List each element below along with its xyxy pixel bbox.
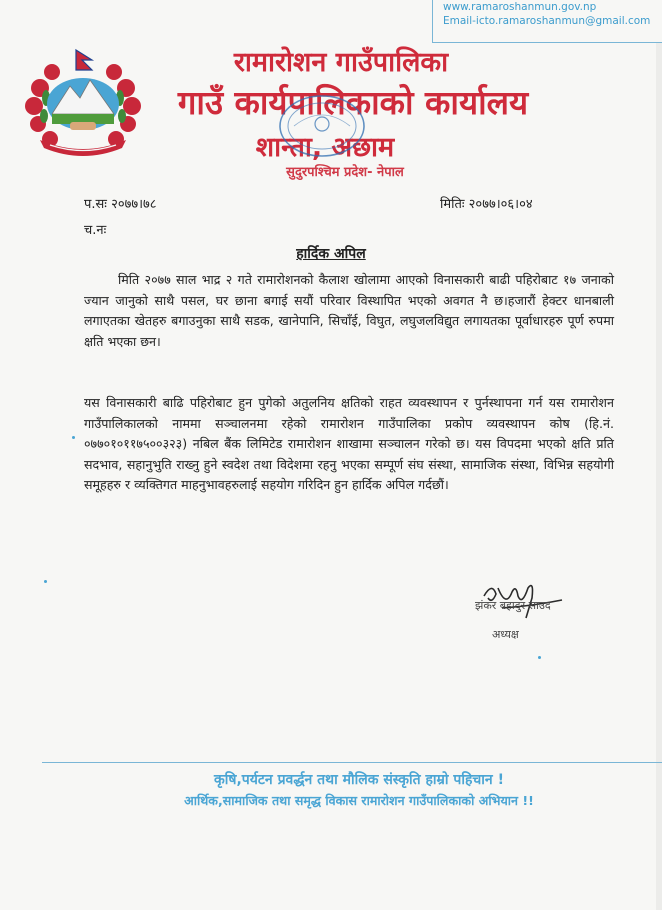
ink-dot bbox=[538, 656, 541, 659]
letter-subject bbox=[0, 244, 662, 263]
province-name: सुदुरपश्चिम प्रदेश- नेपाल bbox=[286, 165, 404, 180]
letter-date: मितिः २०७७।०६।०४ bbox=[440, 197, 533, 212]
website-text: www.ramaroshanmun.gov.np bbox=[443, 1, 597, 13]
signatory-name: झंकर बहादुर साउद bbox=[475, 599, 551, 612]
footer-slogan-1: कृषि,पर्यटन प्रवर्द्धन तथा मौलिक संस्कृति हाम्रो पहिचान ! bbox=[214, 772, 504, 788]
dispatch-number: च.नः bbox=[84, 223, 107, 238]
signatory-role: अध्यक्ष bbox=[492, 628, 519, 641]
ink-dot bbox=[44, 580, 47, 583]
letter-paragraph-1: मिति २०७७ साल भाद्र २ गते रामारोशनको कैलाश खोलामा आएको विनासकारी बाढी पहिरोबाट १७ जनाको ज्यान जानुको साथै पसल, घर छाना बगाई सयौं परिवार विस्थापित भएको अवगत नै छ।हजारौं हेक्टर धानबाली लगाएतका खेतहरु बगाउनुका साथै सडक, खानेपानि, सिचाँई, विघुत, लघुजलविद्युत लगायतका पूर्वाधारहरु पूर्ण रुपमा क्षति भएका छन। bbox=[84, 272, 614, 349]
footer-divider bbox=[42, 762, 662, 763]
footer-slogan-2: आर्थिक,सामाजिक तथा समृद्ध विकास रामारोशन गाउँपालिकाको अभियान !! bbox=[184, 793, 534, 808]
letter-subject-text: हार्दिक अपिल bbox=[296, 246, 366, 262]
office-location: शान्ता, अछाम bbox=[255, 132, 395, 163]
office-seal-icon bbox=[274, 90, 370, 162]
reference-number: प.सः २०७७।७८ bbox=[84, 197, 157, 212]
office-name: गाउँ कार्यपालिकाको कार्यालय bbox=[177, 83, 529, 122]
ink-dot bbox=[72, 436, 75, 439]
contact-box bbox=[432, 0, 662, 43]
letter-paragraph-2: यस विनासकारी बाढि पहिरोबाट हुन पुगेको अतुलनिय क्षतिको राहत व्यवस्थापन र पुर्नस्थापना गर्न यस रामारोशन गाउँपालिकालको नाममा सञ्चालनमा रहेको रामारोशन गाउँपालिका प्रकोप व्यवस्थापन कोष (हि.नं. ०७७०१०११७५००३२३) नबिल बैंक लिमिटेड रामारोशन शाखामा सञ्चालन गरेको छ। यस विपदमा भएको क्षति प्रति सदभाव, सहानुभुति राख्नु हुने स्वदेश तथा विदेशमा रहनु भएका सम्पूर्ण संघ संस्था, सामाजिक संस्था, विभिन्न सहयोगी समूहहरु र व्यक्तिगत माहनुभावहरुलाई सहयोग गरिदिन हुन हार्दिक अपिल गर्दछौं। bbox=[84, 395, 614, 492]
municipality-name: रामारोशन गाउँपालिका bbox=[233, 47, 449, 78]
email-text: Email-icto.ramaroshanmun@gmail.com bbox=[443, 15, 651, 27]
